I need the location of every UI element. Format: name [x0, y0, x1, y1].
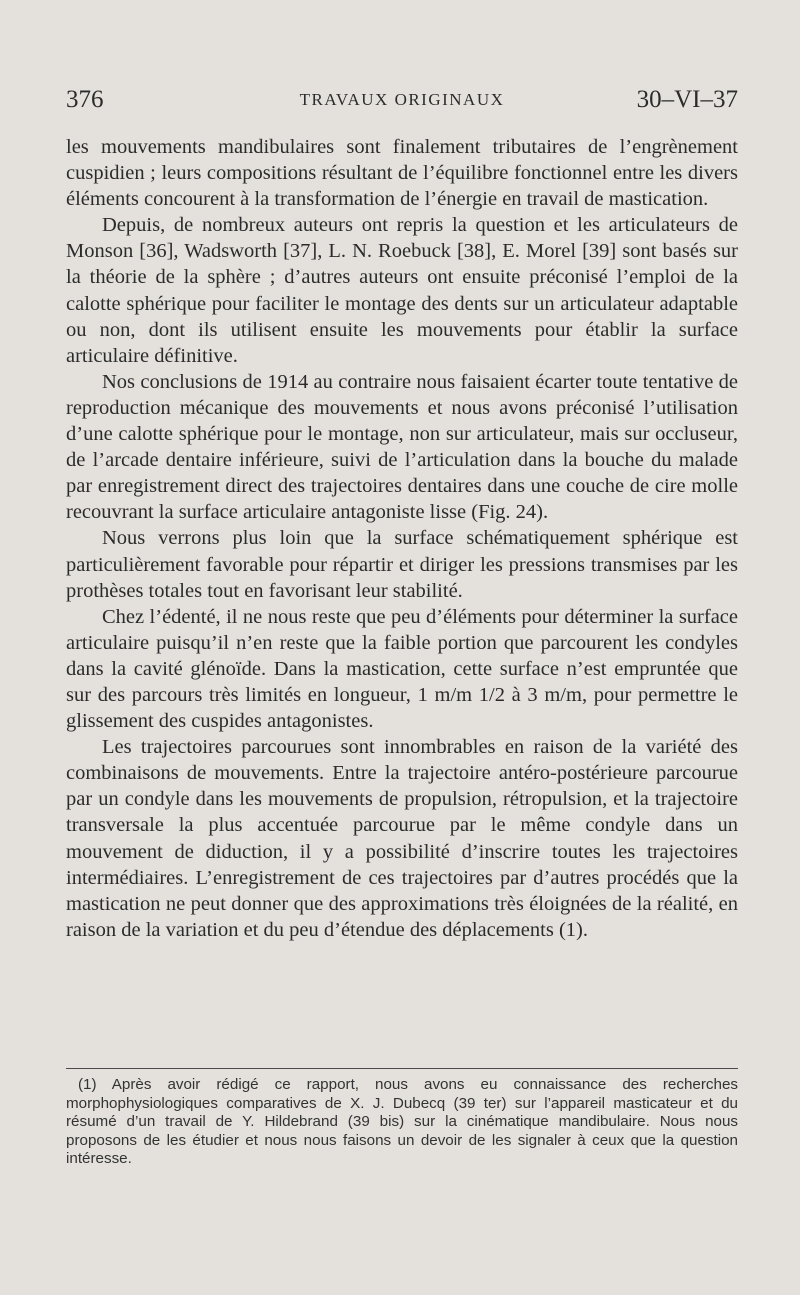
- paragraph: Les trajectoires parcourues sont innombrables en raison de la variété des combinaisons de mouvements. Entre la trajectoire antéro-postérieure parcourue par un condyle dans les mouvements de propulsion, rétropulsion, et la trajectoire transversale la plus accentuée parcourue par le même condyle dans un mouvement de diduction, il y a possibilité d’inscrire toutes les trajectoires intermédiaires. L’enregistrement de ces trajectoires par d’autres procédés que la mastication ne peut donner que des approximations très éloignées de la réalité, en raison de la variation et du peu d’étendue des déplacements (1).: [66, 736, 738, 941]
- footnote-text: (1) Après avoir rédigé ce rapport, nous avons eu connaissance des recherches morphophysiologiques comparatives de X. J. Dubecq (39 ter) sur l’appareil masticateur et du résumé d’un travail de Y. Hildebrand (39 bis) sur la cinématique mandibulaire. Nous nous proposons de les étudier et nous nous faisons un devoir de les signaler à ceux que la question intéresse.: [66, 1076, 738, 1168]
- paragraph: les mouvements mandibulaires sont finalement tributaires de l’engrènement cuspidien ; leurs compositions résultant de l’équilibre fonctionnel entre les divers éléments concourent à la transformation de l’énergie en travail de mastication.: [66, 136, 738, 211]
- footnote: [66, 1076, 738, 1169]
- page-number: 376: [66, 86, 104, 113]
- running-header: [66, 86, 738, 116]
- body-text: [66, 134, 738, 943]
- paragraph: Depuis, de nombreux auteurs ont repris la question et les articulateurs de Monson [36], Wadsworth [37], L. N. Roebuck [38], E. Morel [39] sont basés sur la théorie de la sphère ; d’autres auteurs ont ensuite préconisé l’emploi de la calotte sphérique pour faciliter le montage des dents sur un articulateur adaptable ou non, dont ils utilisent ensuite les mouvements pour établir la surface articulaire définitive.: [66, 214, 738, 367]
- footnote-divider: [66, 1068, 738, 1069]
- paragraph: Nos conclusions de 1914 au contraire nous faisaient écarter toute tentative de reproduction mécanique des mouvements et nous avons préconisé l’utilisation d’une calotte sphérique pour le montage, non sur articulateur, mais sur occluseur, de l’arcade dentaire inférieure, suivi de l’articulation dans la bouche du malade par enregistrement direct des trajectoires dentaires dans une couche de cire molle recouvrant la surface articulaire antagoniste lisse (Fig. 24).: [66, 370, 738, 524]
- issue-date: 30–VI–37: [636, 86, 738, 113]
- paragraph: Nous verrons plus loin que la surface schématiquement sphérique est particulièrement favorable pour répartir et diriger les pressions transmises par les prothèses totales tout en favorisant leur stabilité.: [66, 527, 738, 602]
- paragraph: Chez l’édenté, il ne nous reste que peu d’éléments pour déterminer la surface articulaire puisqu’il n’en reste que la faible portion que parcourent les condyles dans la cavité glénoïde. Dans la mastication, cette surface n’est empruntée que sur des parcours très limités en longueur, 1 m/m 1/2 à 3 m/m, pour permettre le glissement des cuspides antagonistes.: [66, 605, 738, 733]
- running-title: TRAVAUX ORIGINAUX: [299, 90, 505, 109]
